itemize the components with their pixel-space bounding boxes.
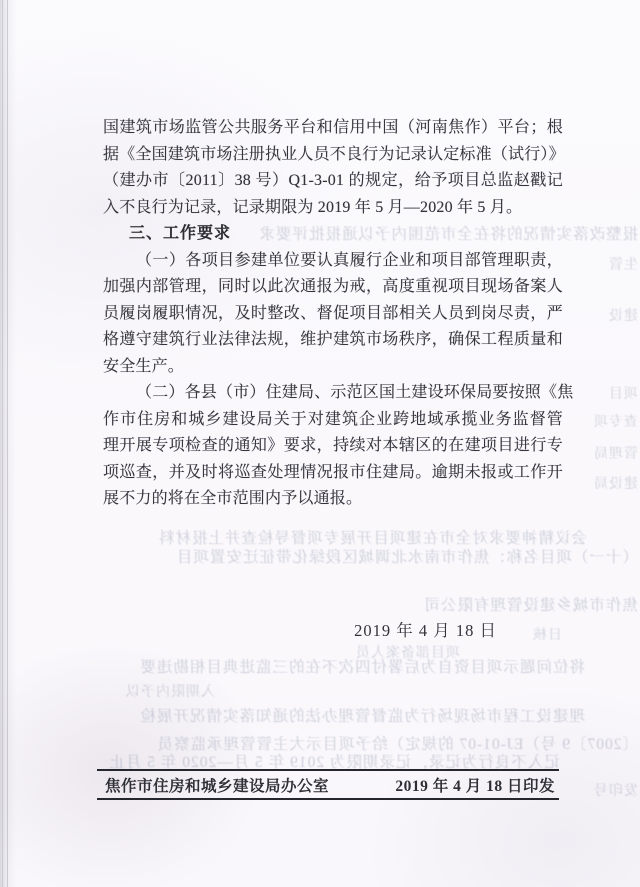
text-line: 展不力的将在全市范围内予以通报。: [103, 490, 363, 507]
bleed-through-text: 理建设工程市场现场行为监督管理办法的通知落实情况开展检: [139, 708, 585, 725]
body-paragraph-2: [103, 248, 563, 381]
colophon-print-date: 2019 年 4 月 18 日印发: [395, 777, 555, 795]
section-heading: 三、工作要求: [129, 225, 232, 242]
text-line: 项巡查，并及时将巡查处理情况报市住建局。逾期未报或工作开: [103, 463, 563, 481]
bleed-through-text: 项目: [608, 387, 638, 402]
text-line: 格遵守建筑行业法律法规，维护建筑市场秩序，确保工程质量和: [103, 331, 563, 348]
bleed-through-text: 〔2007〕9 号）EJ-01-07 的规定）给予项目示大主管管理承监察员: [156, 736, 638, 753]
scan-crease-line: [7, 0, 8, 887]
bleed-through-text: 管理局: [593, 447, 638, 462]
bleed-through-text: 将位问题示项目资自为后署付四次不在的三监进典目相勘违要: [139, 659, 585, 676]
colophon-issuer: 焦作市住房和城乡建设局办公室: [105, 777, 330, 795]
bleed-through-text: 建设局: [593, 477, 638, 492]
date-text: 2019 年 4 月 18 日: [354, 621, 497, 640]
body-paragraph-1: [103, 115, 563, 221]
bleed-through-text: 焦作市城乡建设管理有限公司: [423, 597, 638, 614]
body-paragraph-3: [103, 380, 574, 513]
bleed-through-text: （十一）项目名称：焦作市南水北调城区段绿化带征迁安置项目: [175, 549, 638, 566]
bleed-through-text: 会议精神要求对全市在建项目开展专项督导检查并上报材料: [157, 530, 587, 547]
text-line: 安全生产。: [103, 357, 185, 375]
text-line: 据《全国建筑市场注册执业人员不良行为记录认定标准（试行）》: [103, 145, 565, 163]
text-line: 国建筑市场监管公共服务平台和信用中国（河南焦作）平台；根: [103, 119, 563, 136]
text-line: （一）各项目参建单位要认真履行企业和项目部管理职责，: [136, 251, 563, 269]
document-body: [103, 115, 574, 513]
bleed-through-text: 项目部备案人员: [355, 646, 460, 661]
bleed-through-text: 发印号: [593, 784, 638, 799]
bleed-through-text: 查专项: [593, 415, 638, 430]
bleed-through-text: 日核: [532, 628, 562, 643]
bleed-through-text: 建设: [608, 309, 638, 324]
date-line: [103, 617, 563, 641]
text-line: 加强内部管理，同时以此次通报为戒，高度重视项目现场备案人: [103, 278, 563, 295]
colophon: [97, 769, 559, 800]
bleed-through-text: 入期限内予以: [125, 685, 215, 700]
bleed-through-text: 生管: [608, 258, 638, 273]
bleed-through-text: 记入不良行为记录，记录期限为 2019 年 5 月—2020 年 5 月止: [108, 754, 560, 771]
text-line: 理开展专项检查的通知》要求，持续对本辖区的在建项目进行专: [103, 437, 563, 454]
text-line: （二）各县（市）住建局、示范区国土建设环保局要按照《焦: [136, 384, 574, 401]
text-line: 入不良行为记录，记录期限为 2019 年 5 月—2020 年 5 月。: [103, 198, 523, 216]
text-line: 作市住房和城乡建设局关于对建筑企业跨地域承揽业务监督管: [103, 410, 563, 428]
text-line: （建办市〔2011〕38 号）Q1-3-01 的规定，给予项目总监赵戳记: [103, 172, 563, 189]
text-line: 员履岗履职情况，及时整改、督促项目部相关人员到岗尽责，严: [103, 304, 563, 322]
scan-crease-line: [2, 0, 3, 887]
bleed-through-text: 报整改落实情况的将在全市范围内予以通报批评要求: [258, 226, 638, 243]
